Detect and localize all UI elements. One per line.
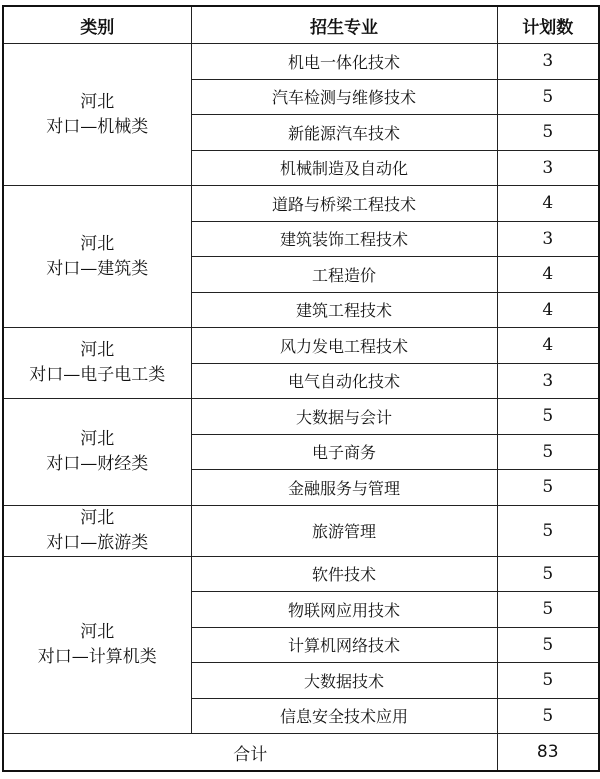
plan-cell: 5 <box>497 115 599 151</box>
table-row <box>3 328 599 364</box>
major-cell: 新能源汽车技术 <box>191 115 497 151</box>
major-cell: 汽车检测与维修技术 <box>191 79 497 115</box>
major-cell: 电气自动化技术 <box>191 363 497 399</box>
major-cell: 道路与桥梁工程技术 <box>191 186 497 222</box>
major-cell: 建筑装饰工程技术 <box>191 221 497 257</box>
plan-cell: 5 <box>497 79 599 115</box>
total-value: 83 <box>497 734 599 772</box>
table-row <box>3 505 599 556</box>
plan-cell: 5 <box>497 434 599 470</box>
plan-cell: 3 <box>497 363 599 399</box>
plan-cell: 4 <box>497 257 599 293</box>
plan-cell: 5 <box>497 698 599 734</box>
plan-cell: 3 <box>497 44 599 80</box>
category-region: 河北 <box>80 340 115 360</box>
plan-cell: 3 <box>497 150 599 186</box>
header-row <box>3 6 599 44</box>
plan-cell: 4 <box>497 186 599 222</box>
major-cell: 大数据技术 <box>191 663 497 699</box>
plan-cell: 5 <box>497 663 599 699</box>
plan-cell: 5 <box>497 627 599 663</box>
plan-cell: 5 <box>497 556 599 592</box>
category-type: 对口—电子电工类 <box>29 365 166 385</box>
category-cell <box>3 505 191 556</box>
plan-cell: 4 <box>497 328 599 364</box>
category-type: 对口—建筑类 <box>46 258 149 279</box>
category-region: 河北 <box>80 621 115 642</box>
category-type: 对口—财经类 <box>46 453 149 474</box>
category-region: 河北 <box>80 91 115 112</box>
total-label: 合计 <box>3 734 497 772</box>
total-row <box>3 734 599 772</box>
plan-cell: 5 <box>497 470 599 506</box>
header-major: 招生专业 <box>191 6 497 44</box>
enrollment-plan-table <box>2 5 600 772</box>
major-cell: 机电一体化技术 <box>191 44 497 80</box>
major-cell: 软件技术 <box>191 556 497 592</box>
table-body <box>3 44 599 772</box>
header-category: 类别 <box>3 6 191 44</box>
major-cell: 金融服务与管理 <box>191 470 497 506</box>
category-cell <box>3 44 191 186</box>
header-plan: 计划数 <box>497 6 599 44</box>
plan-cell: 4 <box>497 292 599 328</box>
major-cell: 电子商务 <box>191 434 497 470</box>
major-cell: 大数据与会计 <box>191 399 497 435</box>
major-cell: 建筑工程技术 <box>191 292 497 328</box>
table-row <box>3 186 599 222</box>
major-cell: 风力发电工程技术 <box>191 328 497 364</box>
plan-cell: 3 <box>497 221 599 257</box>
major-cell: 机械制造及自动化 <box>191 150 497 186</box>
major-cell: 计算机网络技术 <box>191 627 497 663</box>
category-cell <box>3 186 191 328</box>
plan-cell: 5 <box>497 399 599 435</box>
major-cell: 旅游管理 <box>191 505 497 556</box>
category-region: 河北 <box>80 233 115 254</box>
category-cell <box>3 328 191 399</box>
category-type: 对口—机械类 <box>46 116 149 137</box>
category-cell <box>3 556 191 734</box>
table-row <box>3 556 599 592</box>
category-type: 对口—计算机类 <box>37 646 157 667</box>
plan-cell: 5 <box>497 505 599 556</box>
category-cell <box>3 399 191 506</box>
major-cell: 信息安全技术应用 <box>191 698 497 734</box>
major-cell: 物联网应用技术 <box>191 592 497 628</box>
category-type: 对口—旅游类 <box>46 532 149 553</box>
table-row <box>3 399 599 435</box>
major-cell: 工程造价 <box>191 257 497 293</box>
plan-cell: 5 <box>497 592 599 628</box>
category-region: 河北 <box>80 428 115 449</box>
table-row <box>3 44 599 80</box>
category-region: 河北 <box>80 507 115 528</box>
